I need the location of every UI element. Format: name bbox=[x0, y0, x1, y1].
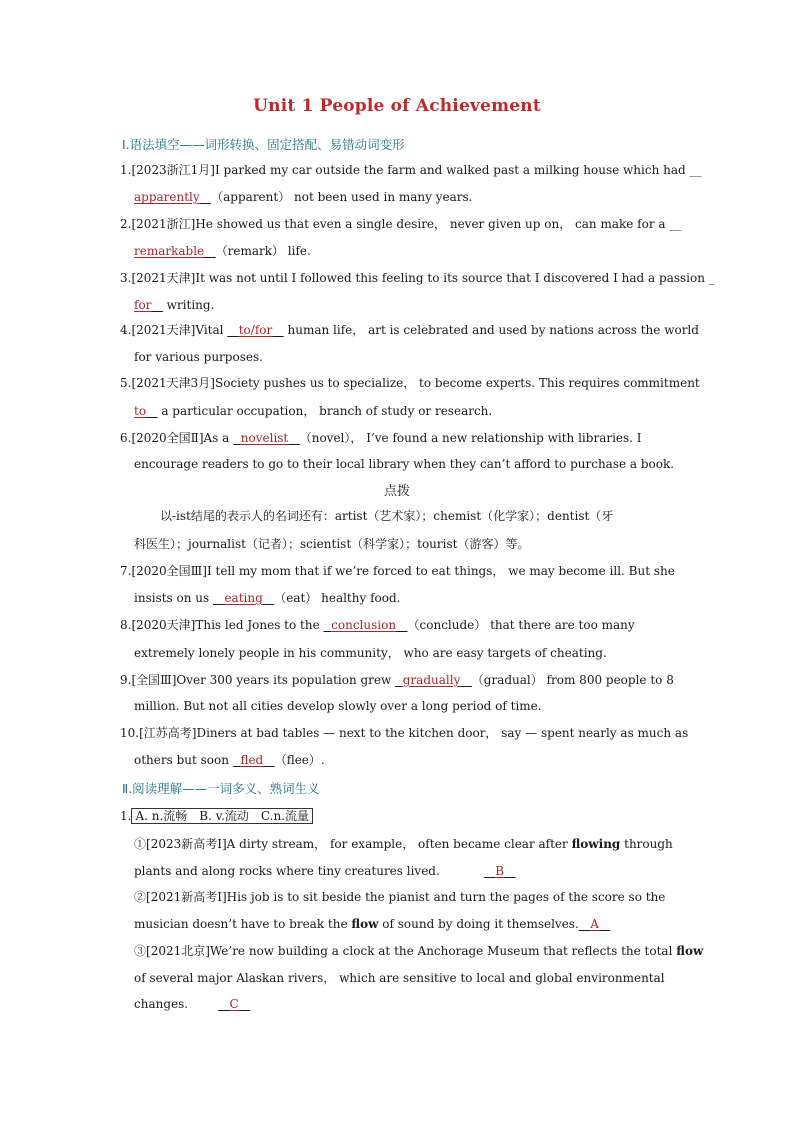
question-number: 7. bbox=[120, 564, 132, 578]
reading-item-2-line2 bbox=[134, 916, 610, 932]
reading-item-2-line1 bbox=[134, 889, 665, 905]
keyword: flow bbox=[676, 944, 704, 958]
question-7-line1 bbox=[120, 563, 675, 579]
item-marker: ① bbox=[134, 837, 147, 851]
source-tag: [2023新高考Ⅰ] bbox=[146, 837, 227, 851]
question-number: 8. bbox=[120, 618, 132, 632]
question-9-line2: million. But not all cities develop slowly over a long period of time. bbox=[134, 699, 542, 713]
source-tag: [2021天津] bbox=[131, 271, 196, 285]
question-10-line1 bbox=[120, 725, 688, 741]
source-tag: [2020天津] bbox=[131, 618, 196, 632]
question-text: others but soon bbox=[134, 753, 233, 767]
answer-text: to/for bbox=[238, 323, 273, 337]
question-5-line1 bbox=[120, 375, 700, 391]
question-number: 3. bbox=[120, 271, 132, 285]
question-4-line2: for various purposes. bbox=[134, 350, 263, 364]
answer-text: to bbox=[134, 404, 147, 418]
question-6-line1 bbox=[120, 430, 642, 446]
question-text: （remark） life. bbox=[215, 244, 311, 258]
tip-line-1: 以-ist结尾的表示人的名词还有：artist（艺术家）；chemist（化学家）；dentist（牙 bbox=[160, 509, 614, 523]
source-tag: [2021天津3月] bbox=[131, 376, 215, 390]
keyword: flowing bbox=[571, 837, 621, 851]
question-text: Diners at bad tables — next to the kitchen door， say — spent nearly as much as bbox=[196, 726, 689, 740]
question-text: through bbox=[620, 837, 673, 851]
question-number: 9. bbox=[120, 673, 132, 687]
blank-line: __ bbox=[689, 163, 702, 177]
reading-item-3-line3 bbox=[134, 996, 250, 1012]
question-text: He showed us that even a single desire， never given up on， can make for a bbox=[195, 217, 670, 231]
source-tag: [2020全国Ⅱ] bbox=[131, 431, 204, 445]
question-text: His job is to sit beside the pianist and turn the pages of the score so the bbox=[226, 890, 666, 904]
item-marker: ③ bbox=[134, 944, 147, 958]
question-text: This led Jones to the bbox=[195, 618, 324, 632]
question-text: I parked my car outside the farm and walked past a milking house which had bbox=[215, 163, 690, 177]
question-3-line2 bbox=[134, 297, 214, 313]
question-number: 10. bbox=[120, 726, 140, 740]
question-number: 5. bbox=[120, 376, 132, 390]
question-text: I tell my mom that if we’re forced to eat things， we may become ill. But she bbox=[206, 564, 675, 578]
source-tag: [2021浙江] bbox=[131, 217, 196, 231]
section-heading-reading: Ⅱ.阅读理解——一词多义、熟词生义 bbox=[122, 781, 320, 796]
question-text: （novel）， I’ve found a new relationship with libraries. I bbox=[299, 431, 642, 445]
question-text: Over 300 years its population grew bbox=[176, 673, 396, 687]
question-text: Vital bbox=[195, 323, 228, 337]
reading-item-1-line2 bbox=[134, 863, 516, 879]
question-text: We’re now building a clock at the Anchorage Museum that reflects the total bbox=[209, 944, 677, 958]
source-tag: [2020全国Ⅲ] bbox=[131, 564, 207, 578]
answer-text: remarkable bbox=[134, 244, 205, 258]
question-5-line2 bbox=[134, 403, 492, 419]
question-text: （flee）. bbox=[274, 753, 325, 767]
section-heading-grammar: Ⅰ.语法填空——词形转换、固定搭配、易错动词变形 bbox=[122, 137, 405, 152]
question-text: （apparent） not been used in many years. bbox=[211, 190, 473, 204]
question-1-line2 bbox=[134, 189, 473, 205]
tip-heading: 点拨 bbox=[383, 484, 410, 499]
answer-text: gradually bbox=[402, 673, 461, 687]
question-3-line1 bbox=[120, 270, 715, 286]
question-text: human life， art is celebrated and used by nations across the world bbox=[283, 323, 699, 337]
question-text: （conclude） that there are too many bbox=[407, 618, 635, 632]
question-number: 1. bbox=[120, 809, 132, 823]
item-marker: ② bbox=[134, 890, 147, 904]
question-number: 2. bbox=[120, 217, 132, 231]
answer-text: novelist bbox=[240, 431, 289, 445]
question-text: musician doesn’t have to break the bbox=[134, 917, 352, 931]
question-10-line2 bbox=[134, 752, 325, 768]
question-7-line2 bbox=[134, 590, 400, 606]
source-tag: [江苏高考] bbox=[139, 726, 197, 740]
question-8-line1 bbox=[120, 617, 635, 633]
question-text: （eat） healthy food. bbox=[274, 591, 401, 605]
question-number: 1. bbox=[120, 163, 132, 177]
source-tag: [2021天津] bbox=[131, 323, 196, 337]
reading-item-3-line1 bbox=[134, 943, 703, 959]
question-4-line1 bbox=[120, 322, 699, 338]
question-2-line1 bbox=[120, 216, 681, 232]
reading-item-3-line2: of several major Alaskan rivers， which are sensitive to local and global environmental bbox=[134, 971, 665, 985]
question-6-line2: encourage readers to go to their local library when they can’t afford to purchase a book. bbox=[134, 457, 675, 471]
source-tag: [2021新高考Ⅰ] bbox=[146, 890, 227, 904]
reading-item-1-line1 bbox=[134, 836, 673, 852]
blank-line: _ bbox=[708, 271, 715, 285]
source-tag: [全国Ⅲ] bbox=[131, 673, 177, 687]
question-text: changes. bbox=[134, 997, 189, 1011]
answer-text: conclusion bbox=[331, 618, 397, 632]
options-box: A. n.流畅 B. v.流动 C.n.流量 bbox=[131, 808, 313, 824]
answer-text: apparently bbox=[134, 190, 200, 204]
answer-text: for bbox=[134, 298, 152, 312]
question-text: Society pushes us to specialize， to become experts. This requires commitment bbox=[215, 376, 700, 390]
answer-text: B bbox=[495, 864, 505, 878]
question-text: a particular occupation， branch of study or research. bbox=[157, 404, 493, 418]
source-tag: [2021北京] bbox=[146, 944, 210, 958]
question-8-line2: extremely lonely people in his community， who are easy targets of cheating. bbox=[134, 646, 607, 660]
question-text: writing. bbox=[162, 298, 215, 312]
answer-text: eating bbox=[224, 591, 263, 605]
question-text: plants and along rocks where tiny creatures lived. bbox=[134, 864, 440, 878]
question-2-line2 bbox=[134, 243, 311, 259]
keyword: flow bbox=[351, 917, 379, 931]
question-text: （gradual） from 800 people to 8 bbox=[471, 673, 674, 687]
source-tag: [2023浙江1月] bbox=[131, 163, 215, 177]
question-text: of sound by doing it themselves. bbox=[378, 917, 579, 931]
question-text: A dirty stream， for example， often became clear after bbox=[226, 837, 572, 851]
reading-options-line bbox=[120, 808, 313, 824]
question-number: 6. bbox=[120, 431, 132, 445]
answer-text: C bbox=[229, 997, 239, 1011]
blank-line: __ bbox=[669, 217, 682, 231]
question-1-line1 bbox=[120, 162, 702, 178]
answer-text: A bbox=[590, 917, 599, 931]
question-text: It was not until I followed this feeling to its source that I discovered I had a passion bbox=[195, 271, 709, 285]
question-text: insists on us bbox=[134, 591, 213, 605]
answer-text: fled bbox=[240, 753, 264, 767]
question-text: As a bbox=[203, 431, 234, 445]
question-number: 4. bbox=[120, 323, 132, 337]
page-title: Unit 1 People of Achievement bbox=[253, 96, 541, 116]
tip-line-2: 科医生）；journalist（记者）；scientist（科学家）；tourist（游客）等。 bbox=[134, 537, 530, 551]
question-9-line1 bbox=[120, 672, 674, 688]
